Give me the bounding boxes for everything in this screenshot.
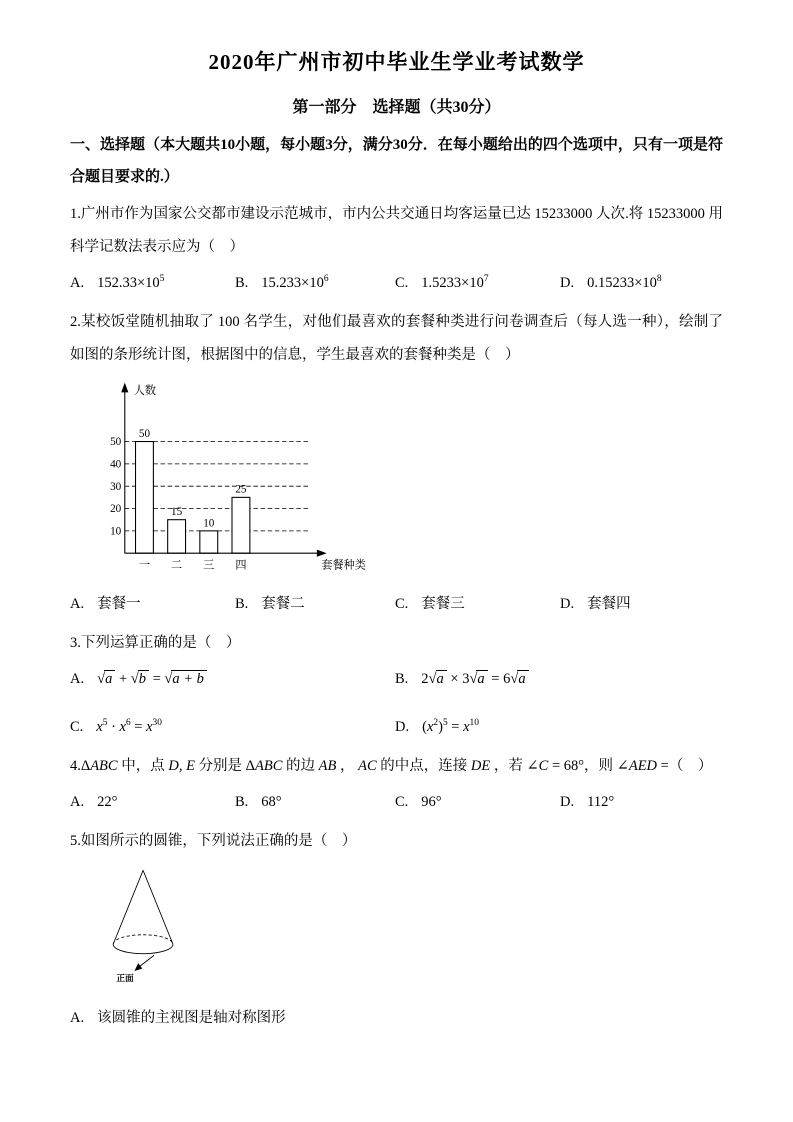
y-tick-label: 40 — [110, 458, 122, 471]
option-value: 套餐四 — [587, 595, 631, 612]
question-5-options — [70, 1003, 723, 1035]
option-value: $x^5 \cdot x^6 = x^{30}$ — [96, 718, 162, 735]
bar-value-label: 15 — [171, 505, 183, 518]
question-4-options — [70, 787, 723, 819]
q4-option-c — [395, 787, 560, 819]
q3-option-d — [395, 712, 723, 744]
bar-category-4 — [232, 497, 250, 553]
q4-option-b — [235, 787, 395, 819]
y-tick-label: 20 — [110, 502, 122, 515]
front-view-arrowhead-icon — [134, 963, 142, 971]
section-header: 第一部分 选择题（共30分） — [292, 99, 501, 116]
y-tick-label: 30 — [110, 480, 122, 493]
question-5-text: 5.如图所示的圆锥，下列说法正确的是（ ） — [70, 833, 357, 850]
option-value: √a + √b = √a + b — [97, 671, 207, 687]
bar-category-3 — [200, 531, 218, 553]
option-label: A. — [70, 794, 85, 811]
question-2-options — [70, 589, 723, 621]
cone-figure — [88, 864, 723, 989]
option-label: B. — [235, 275, 249, 292]
question-4-text: 4.ΔABC 中，点 D, E 分别是 ΔABC 的边 AB ， AC 的中点，连接 DE ，若 ∠C = 68°，则 ∠AED =（ ） — [70, 757, 713, 774]
option-label: A. — [70, 1009, 85, 1026]
q2-option-c — [395, 589, 560, 621]
y-axis-title: 人数 — [133, 384, 157, 397]
option-value: 96° — [421, 794, 442, 811]
option-label: D. — [560, 275, 575, 292]
x-tick-label: 四 — [235, 559, 247, 572]
option-label: D. — [560, 595, 575, 612]
option-value: 2√a × 3√a = 6√a — [421, 671, 528, 687]
bar-value-label: 25 — [235, 483, 247, 496]
cone-front-label: 正面 — [116, 973, 134, 984]
option-value: $15.233\times 10^6$ — [261, 274, 329, 292]
option-label: C. — [395, 794, 409, 811]
question-1-text: 1.广州市作为国家公交都市建设示范城市，市内公共交通日均客运量已达 15233000 人次.将 15233000 用科学记数法表示应为（ ） — [70, 205, 723, 255]
question-2-text: 2.某校饭堂随机抽取了 100 名学生，对他们最喜欢的套餐种类进行问卷调查后（每人选一种），绘制了如图的条形统计图，根据图中的信息，学生最喜欢的套餐种类是（ ） — [70, 314, 723, 364]
q1-option-c — [395, 268, 560, 300]
x-tick-label: 一 — [138, 559, 151, 572]
option-label: C. — [395, 275, 409, 292]
cone-right-edge — [143, 871, 173, 945]
option-value: 68° — [261, 794, 282, 811]
option-label: B. — [235, 794, 249, 811]
x-tick-label: 二 — [171, 559, 183, 572]
x-tick-label: 三 — [203, 559, 215, 572]
cone-drawing — [88, 864, 206, 984]
y-tick-label: 50 — [110, 435, 122, 448]
q3-option-b — [395, 664, 723, 696]
q3-option-a — [70, 664, 395, 696]
option-value: $1.5233\times 10^7$ — [421, 274, 489, 292]
option-label: C. — [70, 718, 84, 735]
option-label: A. — [70, 595, 85, 612]
bar-category-2 — [168, 519, 186, 553]
option-value: 套餐一 — [97, 595, 141, 612]
question-3-options — [70, 664, 723, 744]
option-value: 该圆锥的主视图是轴对称图形 — [97, 1009, 286, 1026]
bar-value-label: 50 — [138, 427, 151, 440]
cone-base-back-arc — [113, 935, 173, 944]
option-label: A. — [70, 671, 85, 687]
front-view-arrow — [140, 956, 154, 967]
q2-option-b — [235, 589, 395, 621]
option-value: 套餐二 — [261, 595, 305, 612]
q1-option-d — [560, 268, 723, 300]
bar-chart-figure — [98, 379, 723, 585]
option-label: C. — [395, 595, 409, 612]
option-label: D. — [395, 718, 410, 735]
option-value: $(x^2)^5 = x^{10}$ — [422, 718, 479, 735]
option-label: D. — [560, 794, 575, 811]
option-value: 22° — [97, 794, 118, 811]
question-3-text: 3.下列运算正确的是（ ） — [70, 634, 241, 651]
option-value: 套餐三 — [421, 595, 465, 612]
q4-option-a — [70, 787, 235, 819]
q2-option-a — [70, 589, 235, 621]
x-axis-title: 套餐种类 — [321, 559, 366, 572]
bar-value-label: 10 — [203, 517, 215, 530]
cone-left-edge — [113, 871, 143, 945]
option-value: $152.33\times 10^5$ — [97, 274, 165, 292]
option-value: $0.15233\times 10^8$ — [587, 274, 662, 292]
q2-option-d — [560, 589, 723, 621]
q5-option-a — [70, 1003, 723, 1035]
q4-option-d — [560, 787, 723, 819]
q3-option-c — [70, 712, 395, 744]
bar-chart — [98, 379, 366, 580]
cone-base-front-arc — [113, 945, 173, 954]
q1-option-a — [70, 268, 235, 300]
y-tick-label: 10 — [110, 525, 122, 538]
question-1-options — [70, 268, 723, 300]
page-title: 2020年广州市初中毕业生学业考试数学 — [208, 50, 585, 74]
x-axis-arrow-icon — [317, 549, 327, 556]
option-label: A. — [70, 275, 85, 292]
option-value: 112° — [587, 794, 615, 811]
q1-option-b — [235, 268, 395, 300]
bar-category-1 — [136, 441, 154, 553]
option-label: B. — [235, 595, 249, 612]
y-axis-arrow-icon — [121, 382, 128, 392]
option-label: B. — [395, 671, 409, 687]
section-intro: 一、选择题（本大题共10小题，每小题3分，满分30分．在每小题给出的四个选项中，只有一项是符合题目要求的.） — [70, 137, 723, 186]
